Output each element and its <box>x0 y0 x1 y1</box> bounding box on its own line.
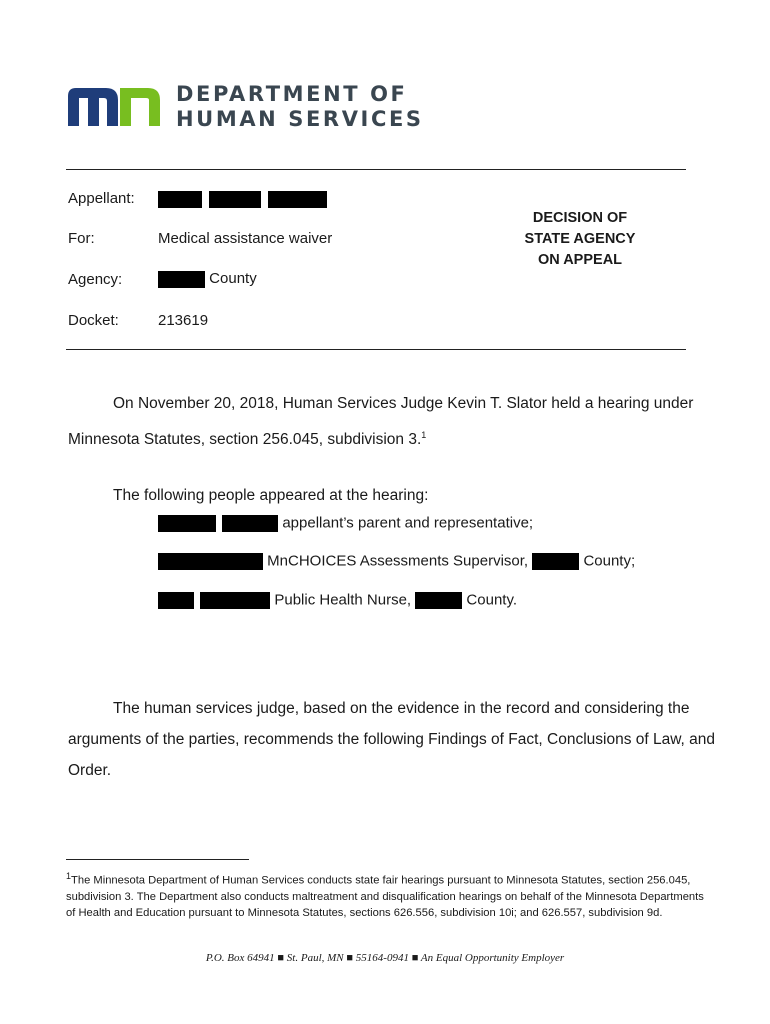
decision-line-2: STATE AGENCY <box>524 231 636 247</box>
redaction-box <box>158 191 202 208</box>
attendee-1-role: appellant’s parent and representative; <box>282 514 534 532</box>
appellant-value <box>158 190 327 208</box>
for-value: Medical assistance waiver <box>158 230 333 247</box>
top-rule <box>66 169 686 170</box>
appellant-label: Appellant: <box>68 190 135 207</box>
redaction-box <box>200 592 270 609</box>
department-name <box>176 82 424 132</box>
judge-line-1: The human services judge, based on the evidence in the record and considering the <box>113 700 690 717</box>
for-label: For: <box>68 230 95 247</box>
footnote-text: The Minnesota Department of Human Services conducts state fair hearings pursuant to Minnesota Statutes, section 256.045, subdivision 3. The Department also conducts maltreatment and disqualification hearings on behalf of the Minnesota Departments of Health and Education pursuant to Minnesota Statutes, sections 626.556, subdivision 10i; and 626.557, subdivision 9d. <box>66 874 704 919</box>
attendee-3-role: Public Health Nurse, <box>274 591 412 609</box>
appeared-line: The following people appeared at the hearing: <box>113 487 429 504</box>
attendee-3-county: County. <box>466 591 518 609</box>
decision-heading <box>490 208 670 271</box>
footnote <box>66 868 706 921</box>
redaction-box <box>222 515 278 532</box>
agency-value <box>158 270 257 288</box>
redaction-box <box>532 553 579 570</box>
intro-text: Minnesota Statutes, section 256.045, subdivision 3. <box>68 431 422 449</box>
redaction-box <box>158 271 205 288</box>
decision-line-3: ON APPEAL <box>537 252 623 268</box>
redaction-box <box>158 592 194 609</box>
attendee-2 <box>158 552 635 570</box>
redaction-box <box>268 191 327 208</box>
footnote-mark: 1 <box>66 871 72 881</box>
docket-value: 213619 <box>158 312 209 329</box>
redaction-box <box>158 515 216 532</box>
logo-line-2: HUMAN SERVICES <box>176 107 424 131</box>
footnote-ref: 1 <box>421 430 427 440</box>
agency-county: County <box>209 270 257 287</box>
intro-line-1: On November 20, 2018, Human Services Judge Kevin T. Slator held a hearing under <box>113 395 694 412</box>
redaction-box <box>415 592 462 609</box>
docket-label: Docket: <box>68 312 119 329</box>
agency-label: Agency: <box>68 271 123 288</box>
logo-line-1: DEPARTMENT OF <box>176 82 408 106</box>
redaction-box <box>158 553 263 570</box>
intro-line-2 <box>68 425 426 450</box>
mn-logo-icon <box>66 86 162 128</box>
judge-line-2: arguments of the parties, recommends the following Findings of Fact, Conclusions of Law, and <box>68 731 716 748</box>
attendee-3 <box>158 591 517 609</box>
attendee-2-county: County; <box>583 552 636 570</box>
bottom-rule <box>66 349 686 350</box>
attendee-2-role: MnCHOICES Assessments Supervisor, <box>267 552 529 570</box>
page-footer: P.O. Box 64941 ■ St. Paul, MN ■ 55164-0941 ■ An Equal Opportunity Employer <box>205 952 565 964</box>
decision-line-1: DECISION OF <box>532 210 628 226</box>
judge-line-3: Order. <box>68 762 112 779</box>
attendee-1 <box>158 514 533 532</box>
redaction-box <box>209 191 261 208</box>
footnote-rule <box>66 859 249 860</box>
